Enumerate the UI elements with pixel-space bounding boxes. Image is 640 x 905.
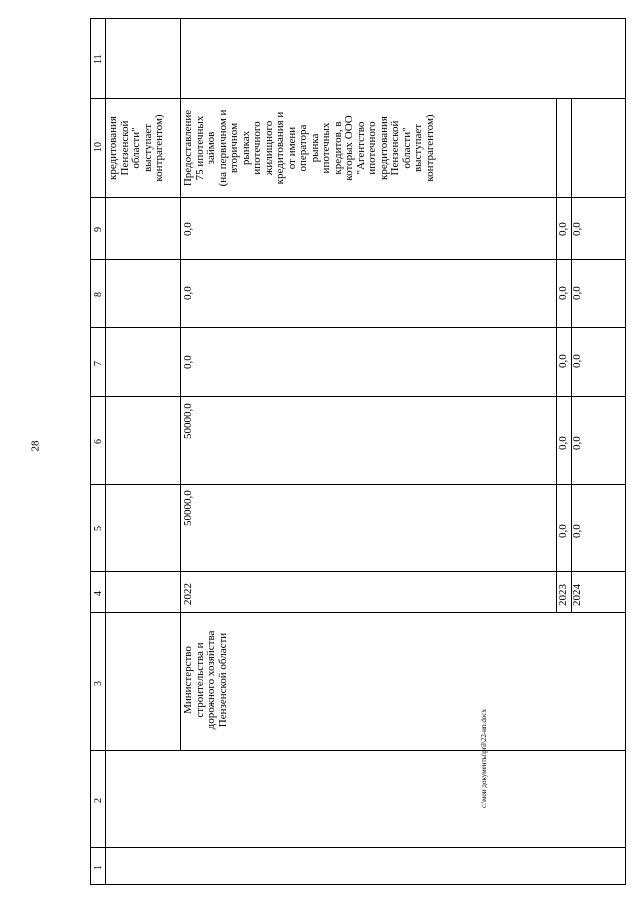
row-2024-col5: 0,0 <box>571 524 583 538</box>
row-2022-col7: 0,0 <box>182 355 194 369</box>
row-2024-col7: 0,0 <box>571 354 583 368</box>
col-header-3: 3 <box>93 681 104 686</box>
file-path-footer: c:\мои документы\pril\22-ип.docx <box>480 708 488 808</box>
col-header-9: 9 <box>93 227 104 232</box>
col-header-2: 2 <box>93 798 104 803</box>
col-header-10: 10 <box>93 142 104 152</box>
row-2022-col9: 0,0 <box>182 222 194 236</box>
row-2022-description: Предоставление 75 ипотечных займов (на первичном и вторичном рынках ипотечного жилищного кредитования и от имени оператора рынка ипотечных кредитов, в которых ООО "Агентство ипотечного кредитования Пензенской области" выступает контрагентом) <box>182 109 436 187</box>
row-2023-col9: 0,0 <box>557 222 569 236</box>
row-2022-col6: 50000,0 <box>182 403 194 439</box>
row-2023-year: 2023 <box>557 584 569 606</box>
col-header-6: 6 <box>93 439 104 444</box>
col-header-8: 8 <box>93 292 104 297</box>
page-number: 28 <box>29 440 42 452</box>
row-2023-col7: 0,0 <box>557 354 569 368</box>
col-header-7: 7 <box>93 361 104 366</box>
row-2022-col8: 0,0 <box>182 286 194 300</box>
row-2024-year: 2024 <box>571 584 583 606</box>
row-2023-col6: 0,0 <box>557 436 569 450</box>
row-2024-col8: 0,0 <box>571 286 583 300</box>
col-header-4: 4 <box>93 591 104 596</box>
row-2022-executor: Министерство строительства и дорожного хозяйства Пензенской области <box>182 630 229 730</box>
row-2022-year: 2022 <box>182 583 194 605</box>
col-header-5: 5 <box>93 526 104 531</box>
row-2023-col8: 0,0 <box>557 286 569 300</box>
row-2024-col9: 0,0 <box>571 222 583 236</box>
col-header-1: 1 <box>93 865 104 870</box>
row-2023-col5: 0,0 <box>557 524 569 538</box>
prev-description: кредитования Пензенской области" выступает контрагентом) <box>107 114 165 182</box>
row-2022-col5: 50000,0 <box>182 490 194 526</box>
col-header-11: 11 <box>93 54 104 64</box>
row-2024-col6: 0,0 <box>571 436 583 450</box>
